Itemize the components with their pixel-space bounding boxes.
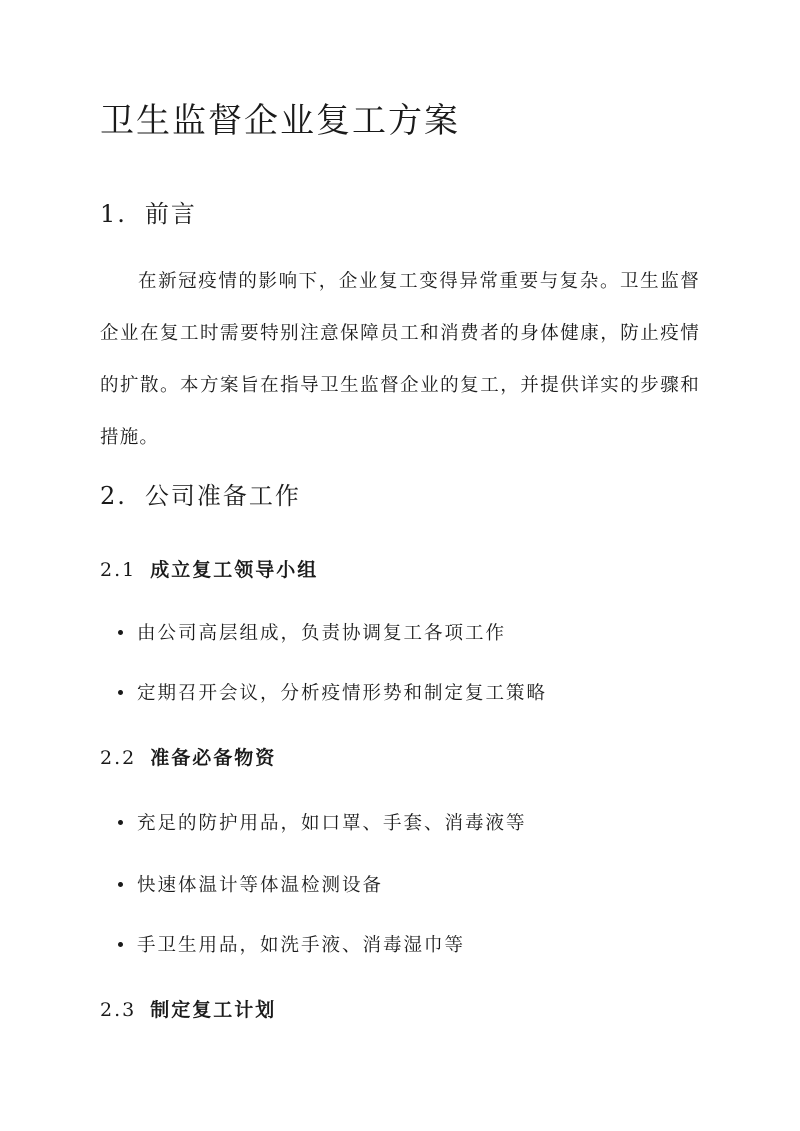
subsection-2-2-heading	[100, 744, 276, 772]
section-2-title: 公司准备工作	[144, 482, 301, 510]
section-1-title: 前言	[144, 200, 197, 228]
list-item	[118, 620, 506, 648]
bullet-icon	[118, 882, 123, 887]
subsection-2-1-title: 成立复工领导小组	[150, 559, 319, 581]
subsection-2-3-title: 制定复工计划	[150, 999, 277, 1021]
list-item-text: 手卫生用品，如洗手液、消毒湿巾等	[137, 935, 466, 956]
subsection-2-3-number: 2.3	[100, 999, 137, 1021]
subsection-2-2-number: 2.2	[100, 747, 137, 769]
bullet-icon	[118, 942, 123, 947]
section-1-number: 1.	[100, 200, 127, 228]
subsection-2-2-title: 准备必备物资	[150, 747, 277, 769]
list-item	[118, 932, 465, 960]
list-item	[118, 872, 383, 900]
section-1-paragraph: 在新冠疫情的影响下，企业复工变得异常重要与复杂。卫生监督企业在复工时需要特别注意保障员工和消费者的身体健康，防止疫情的扩散。本方案旨在指导卫生监督企业的复工，并提供详实的步骤和措施。	[100, 271, 700, 448]
bullet-icon	[118, 820, 123, 825]
list-item-text: 定期召开会议，分析疫情形势和制定复工策略	[137, 683, 548, 704]
list-item-text: 由公司高层组成，负责协调复工各项工作	[137, 623, 507, 644]
document-title: 卫生监督企业复工方案	[100, 101, 460, 141]
list-item-text: 快速体温计等体温检测设备	[137, 875, 384, 896]
bullet-icon	[118, 630, 123, 635]
section-2-heading	[100, 478, 301, 514]
list-item	[118, 810, 527, 838]
section-2-number: 2.	[100, 482, 127, 510]
list-item-text: 充足的防护用品，如口罩、手套、消毒液等	[137, 813, 527, 834]
subsection-2-3-heading	[100, 996, 276, 1024]
bullet-icon	[118, 690, 123, 695]
section-1-heading	[100, 196, 197, 232]
subsection-2-1-heading	[100, 556, 318, 584]
list-item	[118, 680, 547, 708]
subsection-2-1-number: 2.1	[100, 559, 137, 581]
